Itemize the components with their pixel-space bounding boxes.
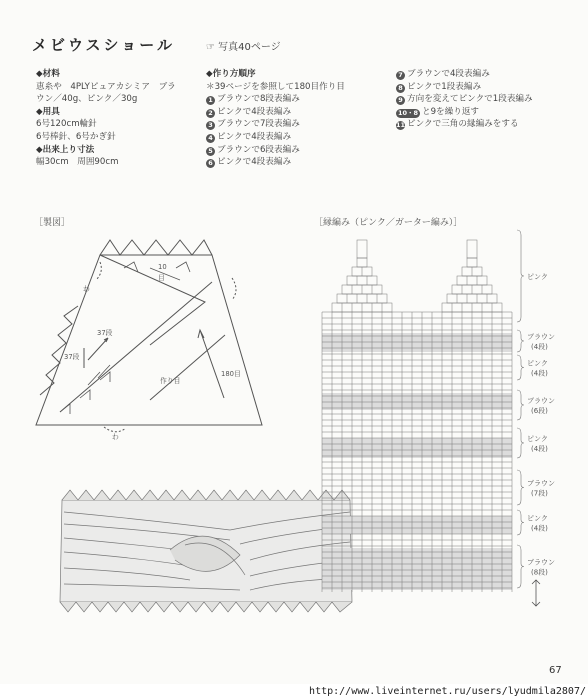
wa-label-bottom: わ <box>112 433 119 441</box>
me180-label: 180目 <box>221 370 241 378</box>
tool-line-1: 6号120cm輪針 <box>36 119 97 130</box>
chart-label: ［縁編み（ピンク／ガーター編み）］ <box>314 218 463 228</box>
fold-line-1 <box>100 255 205 345</box>
tsukurime-label: 作り目 <box>160 377 181 385</box>
tool-line-2: 6号棒針、6号かぎ針 <box>36 131 116 142</box>
peak-step <box>467 258 477 267</box>
direction-arrow <box>532 580 540 606</box>
step-text: ブラウンで4段表編み <box>407 69 490 79</box>
schematic-diagram <box>36 240 262 432</box>
band-rows: (6段) <box>531 407 548 415</box>
wa-arrow-right <box>232 278 236 300</box>
peak-step <box>337 294 387 303</box>
step-number: 10・8 <box>397 108 419 117</box>
band-brace <box>517 470 524 505</box>
chart-band-labels <box>517 230 555 606</box>
ten-label: 10 <box>158 263 167 271</box>
steps-heading: ◆作り方順序 <box>206 69 256 79</box>
band-brace <box>517 330 524 352</box>
band-brace <box>517 428 524 458</box>
peak-step <box>347 276 377 285</box>
shawl-bottom-fringe <box>60 602 352 612</box>
band-rows: (4段) <box>531 524 548 533</box>
band-name: ブラウン <box>527 397 555 405</box>
page-number: 67 <box>549 665 562 676</box>
step-number: 11 <box>396 121 406 130</box>
peak-top <box>467 240 477 258</box>
peak-step <box>447 294 497 303</box>
band-name: ピンク <box>527 359 548 368</box>
band-brace <box>517 545 524 588</box>
band-brace <box>517 230 524 322</box>
top-edge-triangles <box>100 240 212 255</box>
band-rows: (4段) <box>531 343 548 351</box>
step-text: ブラウンで6段表編み <box>217 144 300 155</box>
band-rows: (4段) <box>531 369 548 378</box>
band-name: ブラウン <box>527 558 555 567</box>
band-rows: (8段) <box>531 568 548 577</box>
brown-band <box>322 548 512 590</box>
shawl-illustration <box>60 490 352 612</box>
step-number: 4 <box>206 134 215 143</box>
me-label: 目 <box>158 274 165 282</box>
materials-line-1: 恵糸や 4PLYピュアカシミア ブラ <box>36 81 176 92</box>
pattern-title: メビウスショール <box>32 36 175 54</box>
peak-step <box>457 276 487 285</box>
band-name: ブラウン <box>527 479 555 488</box>
dimension-arrow-37 <box>88 338 108 360</box>
step-number: 1 <box>206 96 215 105</box>
step-number: 2 <box>206 109 215 118</box>
peak-step <box>357 258 367 267</box>
step-number: 3 <box>206 121 215 130</box>
shawl-top-fringe <box>62 490 350 500</box>
brown-band <box>322 438 512 458</box>
band-rows: (7段) <box>531 489 548 498</box>
step-number: 5 <box>206 147 215 156</box>
step-number: 9 <box>396 96 405 105</box>
materials-line-2: ウン／40g、ピンク／30g <box>36 94 138 105</box>
steps-note: ＊39ページを参照して180目作り目 <box>206 81 345 92</box>
step-text: と9を繰り返す <box>422 106 480 117</box>
brown-band <box>322 516 512 534</box>
band-name: ピンク <box>527 435 548 443</box>
size-text: 幅30cm 周囲90cm <box>36 157 119 168</box>
inner-triangles <box>60 262 190 414</box>
tools-heading: ◆用具 <box>36 106 60 117</box>
step-text: ピンクで4段表編み <box>217 131 292 142</box>
dimension-line-180 <box>198 330 224 398</box>
band-brace <box>517 510 524 535</box>
wa-label-top: わ <box>83 285 90 293</box>
size-heading: ◆出来上り寸法 <box>36 144 95 155</box>
peak-top <box>357 240 367 258</box>
photo-reference: ☞ 写真40ページ <box>206 42 281 53</box>
band-rows: (4段) <box>531 445 548 453</box>
band-name: ピンク <box>527 514 548 523</box>
step-text: ブラウンで7段表編み <box>217 119 300 130</box>
watermark-url: http://www.liveinternet.ru/users/lyudmila2807/ <box>0 684 588 700</box>
materials-heading: ◆材料 <box>36 69 60 79</box>
step-number: 6 <box>206 159 215 168</box>
step-text: ピンクで1段表編み <box>407 81 482 92</box>
band-name: ピンク <box>527 273 548 281</box>
step-text: ピンクで4段表編み <box>217 106 292 117</box>
step-text: ブラウンで8段表編み <box>217 94 300 105</box>
step-text: ピンクで4段表編み <box>217 157 292 168</box>
schematic-outline <box>36 255 262 425</box>
dan37-label-b: 37段 <box>64 353 80 361</box>
diagram-label: ［製図］ <box>34 218 71 228</box>
step-text: ピンクで三角の縁編みをする <box>407 119 519 130</box>
step-number: 7 <box>396 71 405 80</box>
dan37-label-a: 37段 <box>97 329 113 337</box>
step-number: 8 <box>396 84 405 93</box>
step-text: 方向を変えてピンクで1段表編み <box>407 94 533 105</box>
band-name: ブラウン <box>527 333 555 341</box>
brown-band <box>322 393 512 410</box>
band-brace <box>517 390 524 420</box>
band-brace <box>517 355 524 380</box>
